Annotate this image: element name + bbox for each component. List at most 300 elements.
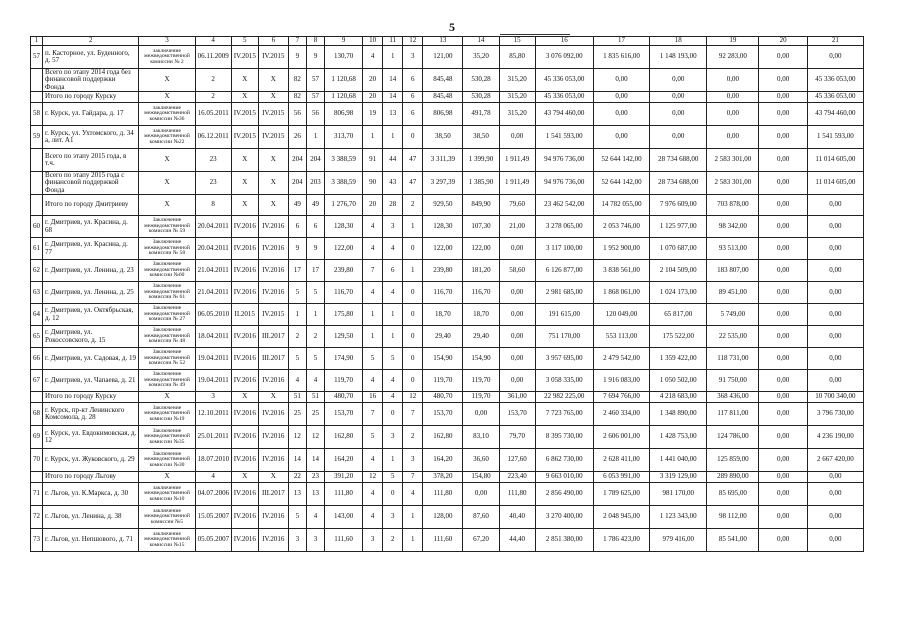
table-row <box>31 483 864 506</box>
table-cell: 0 <box>403 326 423 348</box>
table-cell: 10 700 340,00 <box>807 392 863 403</box>
table-cell: 13 <box>288 483 306 506</box>
table-cell: 91 <box>363 149 383 172</box>
table-cell: Х <box>139 195 195 216</box>
table-cell: 3 388,59 <box>325 149 363 172</box>
table-cell: 1 <box>403 506 423 529</box>
table-cell: 0,00 <box>807 238 863 260</box>
table-cell: 7 694 766,00 <box>593 392 649 403</box>
table-cell: 0,00 <box>463 483 499 506</box>
table-cell: 1 359 422,00 <box>650 348 707 370</box>
table-cell: 3 <box>383 426 403 449</box>
table-cell: 122,00 <box>463 238 499 260</box>
table-cell: 116,70 <box>423 282 463 304</box>
table-cell: 0,00 <box>499 326 535 348</box>
table-cell: 191 615,00 <box>535 304 593 326</box>
table-cell: 0,00 <box>759 348 807 370</box>
table-cell: 6 862 730,00 <box>535 449 593 472</box>
table-cell: г. Льгов, ул. Ленина, д. 38 <box>43 506 139 529</box>
table-cell: 0,00 <box>759 426 807 449</box>
table-cell: Заключение межведомственной комиссии № 48 <box>139 326 195 348</box>
table-cell: 44 <box>383 149 403 172</box>
table-row <box>31 392 864 403</box>
table-cell: 0,00 <box>759 282 807 304</box>
table-row <box>31 472 864 483</box>
table-cell: 0,00 <box>759 69 807 92</box>
table-cell: 119,70 <box>423 370 463 392</box>
table-cell: 2 583 301,00 <box>707 149 759 172</box>
table-cell: 20 <box>363 195 383 216</box>
table-cell: 43 794 460,00 <box>535 103 593 126</box>
table-cell: 7 976 609,00 <box>650 195 707 216</box>
table-cell: 1 <box>403 216 423 238</box>
table-cell: 120 049,00 <box>593 304 649 326</box>
table-row <box>31 216 864 238</box>
table-cell: 153,70 <box>423 403 463 426</box>
table-cell: 66 <box>31 348 43 370</box>
table-cell: 2 104 509,00 <box>650 260 707 282</box>
table-cell: 164,20 <box>325 449 363 472</box>
table-cell: 6 126 877,00 <box>535 260 593 282</box>
table-cell: 122,00 <box>423 238 463 260</box>
table-cell: 2 479 542,00 <box>593 348 649 370</box>
table-cell: 204 <box>306 149 324 172</box>
table-cell: 57 <box>306 92 324 103</box>
table-cell: г. Курск, пр-кт Ленинского Комсомола, д. 28 <box>43 403 139 426</box>
table-cell: Х <box>258 392 288 403</box>
table-cell: 289 890,00 <box>707 472 759 483</box>
table-cell: 0,00 <box>650 92 707 103</box>
table-cell: п. Касторное, ул. Буденного, д. 57 <box>43 46 139 69</box>
table-cell: 18.07.2010 <box>195 449 231 472</box>
table-cell: 12 <box>363 472 383 483</box>
table-cell: 63 <box>31 282 43 304</box>
table-cell: 04.07.2006 <box>195 483 231 506</box>
table-cell: г. Дмитриев, ул. Ленина, д. 25 <box>43 282 139 304</box>
table-cell: 21.04.2011 <box>195 282 231 304</box>
table-cell <box>31 472 43 483</box>
table-cell: 0,00 <box>707 103 759 126</box>
table-cell: 4 <box>363 238 383 260</box>
table-cell: 5 749,00 <box>707 304 759 326</box>
table-cell: IV.2016 <box>231 529 258 552</box>
table-cell: 119,70 <box>325 370 363 392</box>
table-cell: 4 <box>363 282 383 304</box>
table-cell: 9 <box>306 238 324 260</box>
table-cell <box>31 69 43 92</box>
table-cell: 1 125 977,00 <box>650 216 707 238</box>
table-cell: 1 385,90 <box>463 172 499 195</box>
table-cell: Х <box>231 195 258 216</box>
table-cell: Х <box>139 172 195 195</box>
table-cell: IV.2015 <box>258 126 288 149</box>
table-cell: 14 <box>306 449 324 472</box>
table-cell: 57 <box>306 69 324 92</box>
table-cell: 0,00 <box>759 103 807 126</box>
table-cell: 19.04.2011 <box>195 370 231 392</box>
table-cell: 56 <box>306 103 324 126</box>
table-cell: 0,00 <box>463 403 499 426</box>
table-cell: 0,00 <box>759 92 807 103</box>
table-cell: IV.2015 <box>258 103 288 126</box>
table-cell: Заключение межведомственной комиссии №19 <box>139 403 195 426</box>
table-cell: 0,00 <box>759 449 807 472</box>
table-cell: IV.2016 <box>231 216 258 238</box>
table-cell: 0 <box>403 238 423 260</box>
column-header: 7 <box>288 37 306 46</box>
table-cell: IV.2016 <box>258 426 288 449</box>
column-header: 5 <box>231 37 258 46</box>
table-cell: г. Дмитриев, ул. Красина, д. 77 <box>43 238 139 260</box>
table-cell: 8 <box>195 195 231 216</box>
table-cell: 118 731,00 <box>707 348 759 370</box>
table-cell: 4 <box>363 46 383 69</box>
table-cell: 65 817,00 <box>650 304 707 326</box>
table-cell: 6 <box>306 216 324 238</box>
table-cell: 315,20 <box>499 69 535 92</box>
table-cell: IV.2016 <box>231 326 258 348</box>
table-cell: Заключение межведомственной комиссии №60 <box>139 260 195 282</box>
table-cell: 553 113,00 <box>593 326 649 348</box>
table-cell: 125 859,00 <box>707 449 759 472</box>
table-cell: 3 <box>288 529 306 552</box>
table-cell: 0 <box>403 370 423 392</box>
table-cell: 58,60 <box>499 260 535 282</box>
table-cell: Х <box>139 149 195 172</box>
column-header: 4 <box>195 37 231 46</box>
table-cell: 44,40 <box>499 529 535 552</box>
table-cell: 12 <box>306 426 324 449</box>
table-cell: 60 <box>31 216 43 238</box>
table-cell: 13 <box>306 483 324 506</box>
table-cell: г. Дмитриев, ул. Чапаева, д. 21 <box>43 370 139 392</box>
table-cell: 0 <box>403 282 423 304</box>
table-cell: 28 <box>383 195 403 216</box>
table-cell: 45 336 053,00 <box>535 92 593 103</box>
table-cell: 20.04.2011 <box>195 238 231 260</box>
table-cell: 19 <box>363 103 383 126</box>
column-header: 11 <box>383 37 403 46</box>
table-cell: 67 <box>31 370 43 392</box>
table-cell: 90 <box>363 172 383 195</box>
table-cell: 9 <box>306 46 324 69</box>
table-cell: 94 976 736,00 <box>535 149 593 172</box>
table-cell: 368 436,00 <box>707 392 759 403</box>
table-cell: 1 541 593,00 <box>807 126 863 149</box>
table-cell: 0,00 <box>499 348 535 370</box>
table-cell: 0 <box>403 348 423 370</box>
table-cell: 0,00 <box>759 260 807 282</box>
table-cell: г. Дмитриев, ул. Красина, д. 68 <box>43 216 139 238</box>
table-cell: 111,60 <box>423 529 463 552</box>
table-cell: 0,00 <box>807 472 863 483</box>
table-cell: 0,00 <box>807 216 863 238</box>
table-cell: 2 <box>288 326 306 348</box>
table-cell: 4 218 683,00 <box>650 392 707 403</box>
table-cell: 3 297,39 <box>423 172 463 195</box>
table-cell: 2 583 301,00 <box>707 172 759 195</box>
table-cell: 0,00 <box>707 69 759 92</box>
table-cell: 204 <box>288 149 306 172</box>
table-cell: Х <box>258 69 288 92</box>
table-cell: 0,00 <box>593 103 649 126</box>
table-cell: 7 <box>363 403 383 426</box>
table-row <box>31 195 864 216</box>
table-cell: 5 <box>306 348 324 370</box>
table-cell: 3 <box>306 529 324 552</box>
table-cell: 3 058 335,00 <box>535 370 593 392</box>
table-cell: 79,60 <box>499 195 535 216</box>
table-cell: Х <box>231 69 258 92</box>
table-cell: IV.2015 <box>231 103 258 126</box>
table-cell: 4 <box>383 392 403 403</box>
table-cell: 0,00 <box>759 392 807 403</box>
table-cell: 181,20 <box>463 260 499 282</box>
table-row <box>31 126 864 149</box>
table-cell: 68 <box>31 403 43 426</box>
table-cell: Заключение межведомственной комиссии № 49 <box>139 370 195 392</box>
table-cell: 36,60 <box>463 449 499 472</box>
table-cell: 0,00 <box>759 529 807 552</box>
table-cell: 14 <box>383 69 403 92</box>
table-cell: 5 <box>363 426 383 449</box>
table-cell: 94 976 736,00 <box>535 172 593 195</box>
column-header: 6 <box>258 37 288 46</box>
table-cell: IV.2016 <box>231 238 258 260</box>
table-cell: 480,70 <box>423 392 463 403</box>
table-cell: 130,70 <box>325 46 363 69</box>
table-cell: 111,80 <box>499 483 535 506</box>
table-cell: г. Дмитриев, ул. Рокоссовского, д. 15 <box>43 326 139 348</box>
table-cell: 58 <box>31 103 43 126</box>
table-cell: 38,50 <box>463 126 499 149</box>
table-cell: 7 <box>403 472 423 483</box>
table-cell: 4 236 190,00 <box>807 426 863 449</box>
table-cell: Итого по городу Дмитриеву <box>43 195 139 216</box>
table-cell: 65 <box>31 326 43 348</box>
table-cell: 28 734 688,00 <box>650 172 707 195</box>
table-cell: 3 <box>403 449 423 472</box>
table-cell: 2 <box>306 326 324 348</box>
table-cell: 0,00 <box>759 403 807 426</box>
table-cell: 0 <box>383 403 403 426</box>
table-cell: 0,00 <box>499 304 535 326</box>
table-cell: 93 513,00 <box>707 238 759 260</box>
table-cell: 14 <box>383 92 403 103</box>
table-cell: Заключение межведомственной комиссии № 58 <box>139 238 195 260</box>
table-cell: 21,00 <box>499 216 535 238</box>
table-row <box>31 238 864 260</box>
table-row <box>31 304 864 326</box>
table-cell: 1 <box>383 326 403 348</box>
table-cell: Х <box>231 172 258 195</box>
table-cell: 28 734 688,00 <box>650 149 707 172</box>
table-cell: 122,00 <box>325 238 363 260</box>
table-cell: 3 076 092,00 <box>535 46 593 69</box>
table-cell: IV.2015 <box>231 126 258 149</box>
table-cell: 0,00 <box>759 506 807 529</box>
table-cell: 0,00 <box>759 216 807 238</box>
table-cell: Х <box>139 392 195 403</box>
table-cell: 23 462 542,00 <box>535 195 593 216</box>
table-cell: 1 120,68 <box>325 69 363 92</box>
table-cell: 0,00 <box>593 126 649 149</box>
column-header: 19 <box>707 37 759 46</box>
table-cell: 3 957 695,00 <box>535 348 593 370</box>
table-row <box>31 103 864 126</box>
table-cell: 5 <box>363 348 383 370</box>
table-cell: 14 782 055,00 <box>593 195 649 216</box>
table-cell: 0,00 <box>650 126 707 149</box>
table-cell: Х <box>139 472 195 483</box>
table-cell: 22 <box>288 472 306 483</box>
table-cell: 59 <box>31 126 43 149</box>
table-cell: 0,00 <box>759 483 807 506</box>
table-cell: 530,28 <box>463 69 499 92</box>
table-cell: 23 <box>306 472 324 483</box>
table-cell: 98 342,00 <box>707 216 759 238</box>
table-cell: 153,70 <box>325 403 363 426</box>
table-cell: 0,00 <box>807 483 863 506</box>
table-cell: 3 <box>195 392 231 403</box>
table-cell: 0 <box>403 126 423 149</box>
table-cell: 0,00 <box>759 46 807 69</box>
table-cell: 4 <box>363 216 383 238</box>
table-cell: 22 535,00 <box>707 326 759 348</box>
table-row <box>31 69 864 92</box>
column-header: 12 <box>403 37 423 46</box>
table-cell: 18,70 <box>423 304 463 326</box>
table-cell: Всего по этапу 2015 года с финансовой поддержкой Фонда <box>43 172 139 195</box>
table-cell: 11 014 605,00 <box>807 172 863 195</box>
table-cell: 6 <box>403 103 423 126</box>
table-cell: заключение межведомственной комиссии №36 <box>139 103 195 126</box>
table-cell: 6 053 991,00 <box>593 472 649 483</box>
table-cell: 1 789 625,00 <box>593 483 649 506</box>
table-row <box>31 260 864 282</box>
table-cell: 0,00 <box>759 149 807 172</box>
table-cell: 15.05.2007 <box>195 506 231 529</box>
table-cell: 0,00 <box>593 69 649 92</box>
table-cell: 0,00 <box>759 304 807 326</box>
column-header: 1 <box>31 37 43 46</box>
table-cell: 72 <box>31 506 43 529</box>
table-cell: 3 <box>403 46 423 69</box>
table-cell: 315,20 <box>499 92 535 103</box>
table-cell: 49 <box>306 195 324 216</box>
table-cell: 0,00 <box>807 304 863 326</box>
table-cell: 35,20 <box>463 46 499 69</box>
table-cell: 117 811,00 <box>707 403 759 426</box>
table-cell: 1 <box>363 304 383 326</box>
table-cell: 40,40 <box>499 506 535 529</box>
table-cell: IV.2016 <box>231 449 258 472</box>
table-cell: 43 794 460,00 <box>807 103 863 126</box>
table-cell: 1 <box>383 449 403 472</box>
table-cell: 164,20 <box>423 449 463 472</box>
table-row <box>31 426 864 449</box>
table-cell: 11 014 605,00 <box>807 149 863 172</box>
table-cell: 119,70 <box>463 370 499 392</box>
table-cell: заключение межведомственной комиссии №5 <box>139 506 195 529</box>
table-cell: 98 112,00 <box>707 506 759 529</box>
table-cell: 12 <box>403 392 423 403</box>
table-cell: 121,00 <box>423 46 463 69</box>
table-row <box>31 529 864 552</box>
table-cell: 391,20 <box>325 472 363 483</box>
table-row <box>31 506 864 529</box>
table-cell: 2 048 945,00 <box>593 506 649 529</box>
table-cell: 23 <box>195 149 231 172</box>
table-cell: 2 <box>195 92 231 103</box>
table-cell: 315,20 <box>499 103 535 126</box>
table-cell: IV.2016 <box>231 403 258 426</box>
table-cell: Х <box>231 92 258 103</box>
table-cell: 45 336 053,00 <box>807 69 863 92</box>
table-cell: 57 <box>31 46 43 69</box>
table-cell: заключение межведомственной комиссии №10 <box>139 483 195 506</box>
table-cell: 73 <box>31 529 43 552</box>
table-cell: 1 441 040,00 <box>650 449 707 472</box>
table-cell: 56 <box>288 103 306 126</box>
table-cell: 18,70 <box>463 304 499 326</box>
table-cell: 5 <box>288 282 306 304</box>
table-cell: 29,40 <box>423 326 463 348</box>
table-cell: 0,00 <box>759 172 807 195</box>
table-cell: 2 053 746,00 <box>593 216 649 238</box>
table-cell: 85,80 <box>499 46 535 69</box>
table-cell: IV.2016 <box>258 529 288 552</box>
table-cell: 129,50 <box>325 326 363 348</box>
table-cell: 491,78 <box>463 103 499 126</box>
column-header: 17 <box>593 37 649 46</box>
table-cell: 530,28 <box>463 92 499 103</box>
table-cell: Заключение межведомственной комиссии № 59 <box>139 216 195 238</box>
table-cell: 62 <box>31 260 43 282</box>
table-cell: 79,70 <box>499 426 535 449</box>
table-cell: 0,00 <box>807 506 863 529</box>
table-cell: 751 170,00 <box>535 326 593 348</box>
table-cell: г. Курск, ул. Ухтомского, д. 34 а, лит. А1 <box>43 126 139 149</box>
table-cell: Всего по этапу 2014 года без финансовой поддержки Фонда <box>43 69 139 92</box>
table-cell: 14 <box>288 449 306 472</box>
table-cell: 806,98 <box>325 103 363 126</box>
table-cell: Итого по городу Курску <box>43 92 139 103</box>
table-cell: 22 982 225,00 <box>535 392 593 403</box>
table-cell: 1 <box>383 46 403 69</box>
table-cell: 29,40 <box>463 326 499 348</box>
table-cell: 3 <box>363 529 383 552</box>
table-cell: 4 <box>306 370 324 392</box>
table-cell: IV.2016 <box>258 238 288 260</box>
table-cell: 9 <box>288 238 306 260</box>
table-cell: 4 <box>363 483 383 506</box>
column-header: 15 <box>499 37 535 46</box>
table-cell: 20.04.2011 <box>195 216 231 238</box>
table-cell: IV.2016 <box>231 282 258 304</box>
table-cell: 127,60 <box>499 449 535 472</box>
table-cell: Х <box>258 172 288 195</box>
table-cell: 3 796 730,00 <box>807 403 863 426</box>
table-cell: 17 <box>288 260 306 282</box>
table-cell: 111,80 <box>325 483 363 506</box>
table-cell: 26 <box>288 126 306 149</box>
table-row <box>31 282 864 304</box>
table-cell: 2 <box>383 529 403 552</box>
table-cell: 52 644 142,00 <box>593 172 649 195</box>
table-cell: 1 835 616,00 <box>593 46 649 69</box>
table-cell: 3 <box>383 216 403 238</box>
